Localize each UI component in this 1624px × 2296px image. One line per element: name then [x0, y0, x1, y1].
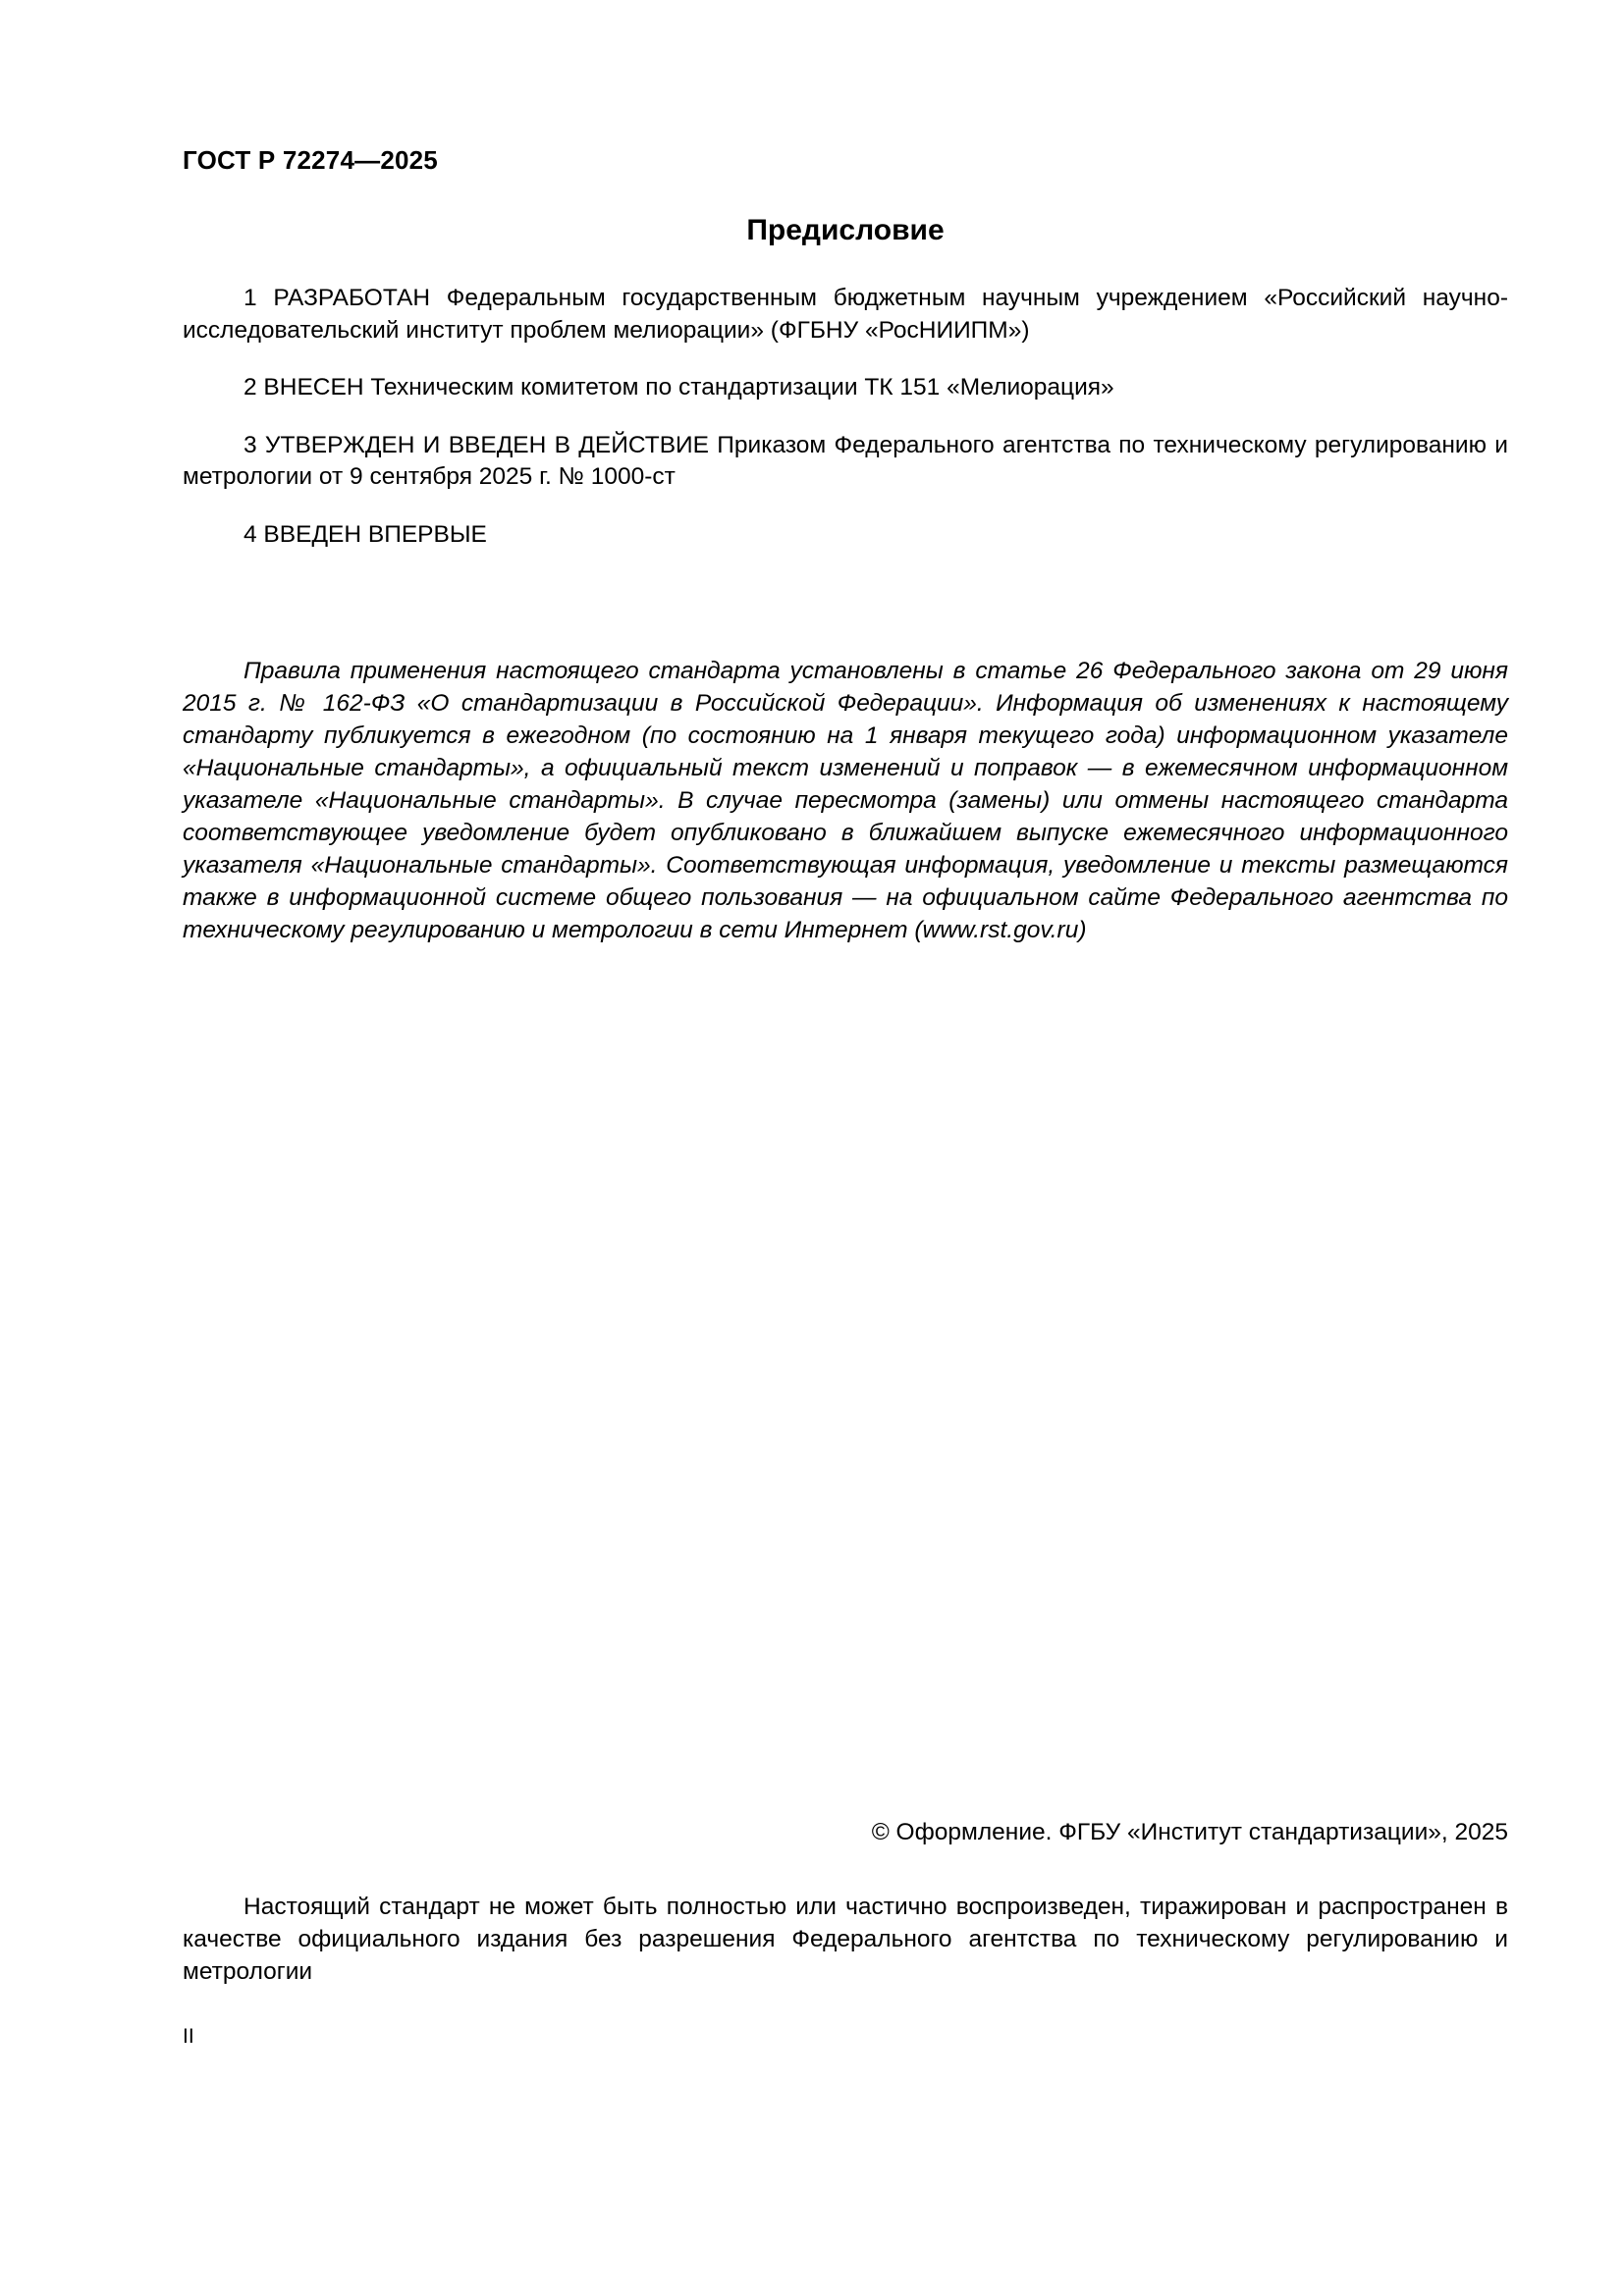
page-title: Предисловие: [746, 214, 945, 246]
page-number: II: [183, 2025, 194, 2048]
clause-item-3: 3 УТВЕРЖДЕН И ВВЕДЕН В ДЕЙСТВИЕ Приказом Федерального агентства по техническому регулированию и метрологии от 9 сентября 2025 г. № 1000-ст: [183, 431, 1508, 491]
page-content: [183, 0, 1508, 2296]
reproduction-notice: Настоящий стандарт не может быть полностью или частично воспроизведен, тиражирован и распространен в качестве официального издания без разрешения Федерального агентства по техническому регулированию и метрологии: [183, 1894, 1508, 1985]
application-rules-note: Правила применения настоящего стандарта установлены в статье 26 Федерального закона от 29 июня 2015 г. № 162-ФЗ «О стандартизации в Российской Федерации». Информация об изменениях к настоящему стандарту публикуется в ежегодном (по состоянию на 1 января текущего года) информационном указателе «Национальные стандарты», а официальный текст изменений и поправок — в ежемесячном информационном указателе «Национальные стандарты». В случае пересмотра (замены) или отмены настоящего стандарта соответствующее уведомление будет опубликовано в ближайшем выпуске ежемесячного информационного указателя «Национальные стандарты». Соответствующая информация, уведомление и тексты размещаются также в информационной системе общего пользования — на официальном сайте Федерального агентства по техническому регулированию и метрологии в сети Интернет (www.rst.gov.ru): [183, 658, 1508, 943]
standard-number-header: ГОСТ Р 72274—2025: [183, 145, 438, 175]
copyright-line: © Оформление. ФГБУ «Институт стандартизации», 2025: [871, 1819, 1508, 1845]
clause-item-4: 4 ВВЕДЕН ВПЕРВЫЕ: [244, 520, 487, 548]
clause-item-2: 2 ВНЕСЕН Техническим комитетом по стандартизации ТК 151 «Мелиорация»: [244, 374, 1114, 401]
clause-item-1: 1 РАЗРАБОТАН Федеральным государственным бюджетным научным учреждением «Российский научно-исследовательский институт проблем мелиорации» (ФГБНУ «РосНИИПМ»): [183, 285, 1508, 344]
clause-list: [183, 283, 1508, 576]
